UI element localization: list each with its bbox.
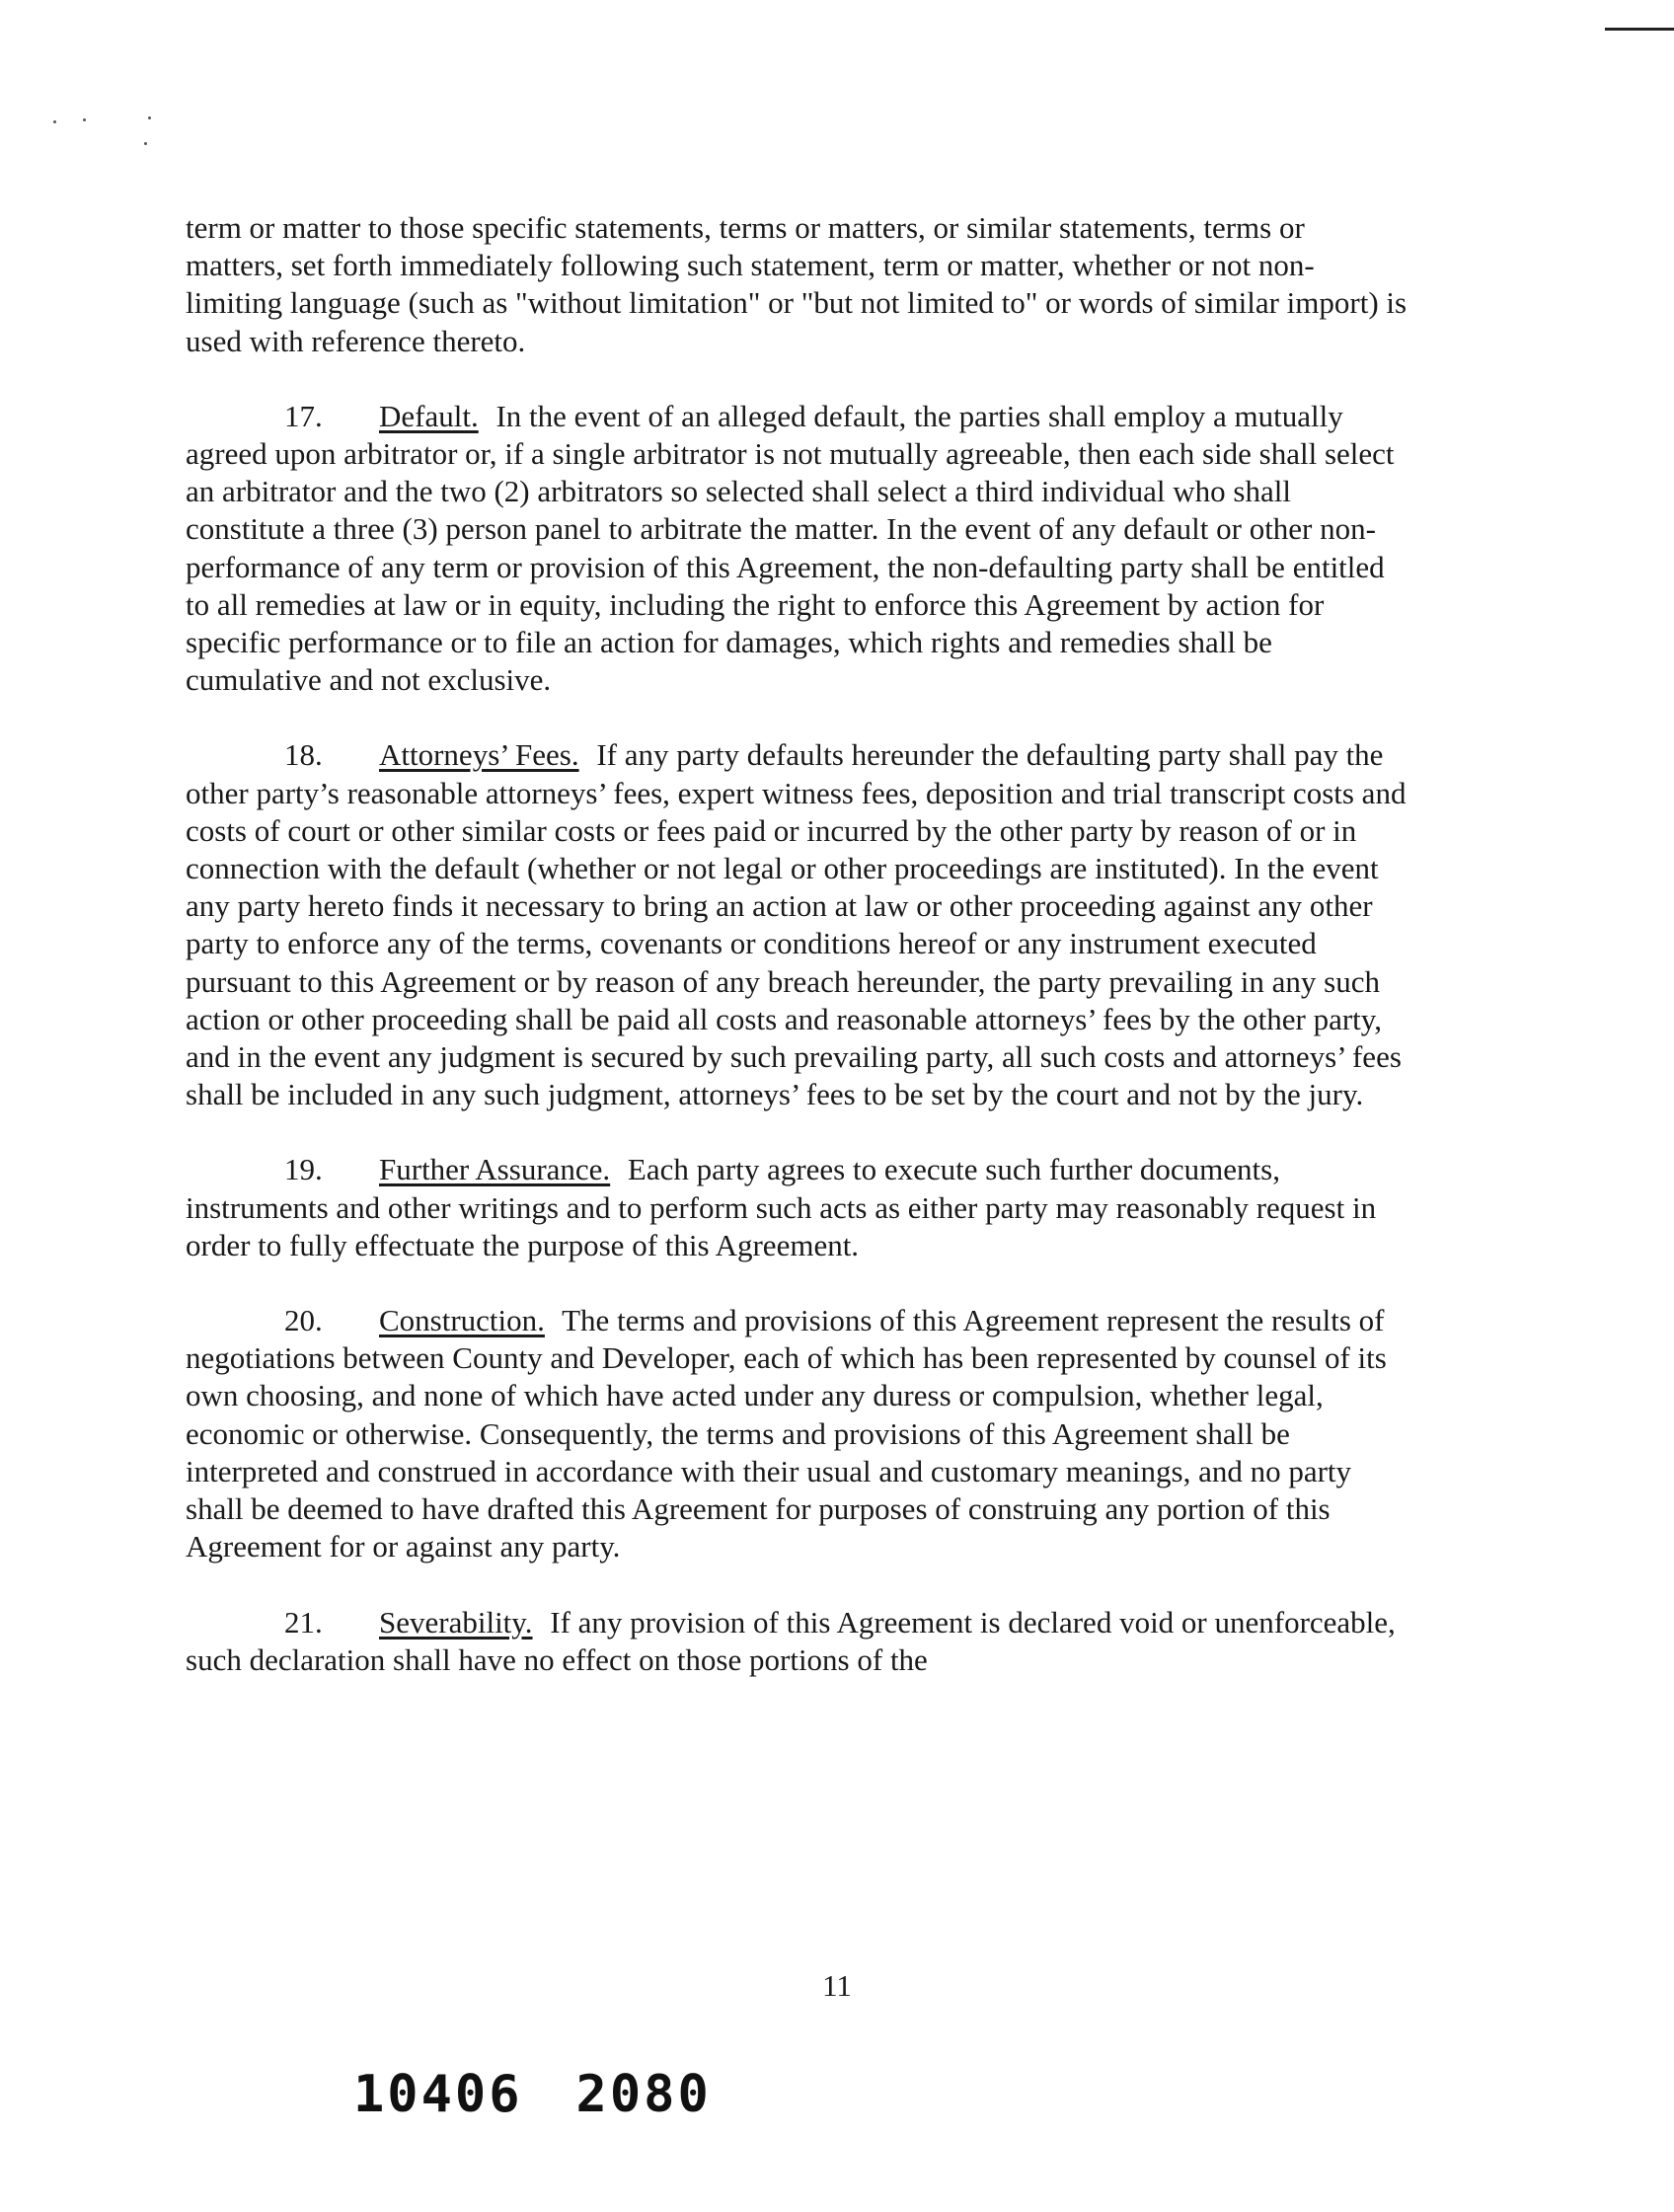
section-number: 20. <box>284 1303 323 1338</box>
section-text: If any party defaults hereunder the defaulting party shall pay the other party’s reasonable attorneys’ fees, expert witness fees, deposition and trial transcript costs and costs of court or other similar costs or fees paid or incurred by the other party by reason of or in connection with the default (whether or not legal or other proceedings are instituted). In the event any party hereto finds it necessary to bring an action at law or other proceeding against any other party to enforce any of the terms, covenants or conditions hereof or any instrument executed pursuant to this Agreement or by reason of any breach hereunder, the party prevailing in any such action or other proceeding shall be paid all costs and reasonable attorneys’ fees by the other party, and in the event any judgment is secured by such prevailing party, all such costs and attorneys’ fees shall be included in any such judgment, attorneys’ fees to be set by the court and not by the jury. <box>186 737 1407 1112</box>
section-heading: Construction. <box>379 1303 545 1338</box>
stamp-page-number: 2080 <box>575 2065 712 2124</box>
section-number: 17. <box>284 398 323 433</box>
section-18-attorneys-fees <box>186 736 1409 1113</box>
section-number: 21. <box>284 1604 323 1640</box>
recording-stamp <box>353 2065 712 2124</box>
section-heading: Attorneys’ Fees. <box>379 737 579 773</box>
section-number: 19. <box>284 1152 323 1187</box>
section-heading: Severability. <box>379 1604 533 1640</box>
corner-rule <box>1605 28 1674 31</box>
section-heading: Default. <box>379 398 479 433</box>
scan-speck <box>144 142 147 145</box>
section-19-further-assurance <box>186 1151 1409 1264</box>
section-text: Each party agrees to execute such further documents, instruments and other writings and to perform such acts as either party may reasonably request in order to fully effectuate the purpose of this Agreement. <box>186 1152 1377 1262</box>
scan-speck <box>83 118 86 121</box>
section-17-default <box>186 398 1409 700</box>
section-heading: Further Assurance. <box>379 1152 611 1187</box>
section-text: In the event of an alleged default, the parties shall employ a mutually agreed upon arbitrator or, if a single arbitrator is not mutually agreeable, then each side shall select an arbitrator and the two (2) arbitrators so selected shall select a third individual who shall constitute a three (3) person panel to arbitrate the matter. In the event of any default or other non-performance of any term or provision of this Agreement, the non-defaulting party shall be entitled to all remedies at law or in equity, including the right to enforce this Agreement by action for specific performance or to file an action for damages, which rights and remedies shall be cumulative and not exclusive. <box>186 398 1395 698</box>
section-text: If any provision of this Agreement is declared void or unenforceable, such declaration shall have no effect on those portions of the <box>186 1604 1396 1677</box>
intro-paragraph: term or matter to those specific statements, terms or matters, or similar statements, terms or matters, set forth immediately following such statement, term or matter, whether or not non-limiting language (such as "without limitation" or "but not limited to" or words of similar import) is used with reference thereto. <box>186 210 1408 358</box>
stamp-book-number: 10406 <box>353 2065 523 2124</box>
section-number: 18. <box>284 737 323 773</box>
document-body <box>186 209 1409 1716</box>
scan-speck <box>148 116 151 119</box>
section-text: The terms and provisions of this Agreement represent the results of negotiations between County and Developer, each of which has been represented by counsel of its own choosing, and none of which have acted under any duress or compulsion, whether legal, economic or otherwise. Consequently, the terms and provisions of this Agreement shall be interpreted and construed in accordance with their usual and customary meanings, and no party shall be deemed to have drafted this Agreement for purposes of construing any portion of this Agreement for or against any party. <box>186 1303 1387 1564</box>
page-number: 11 <box>822 1968 852 2003</box>
section-21-severability <box>186 1604 1409 1679</box>
scan-speck <box>53 120 56 123</box>
section-20-construction <box>186 1302 1409 1565</box>
